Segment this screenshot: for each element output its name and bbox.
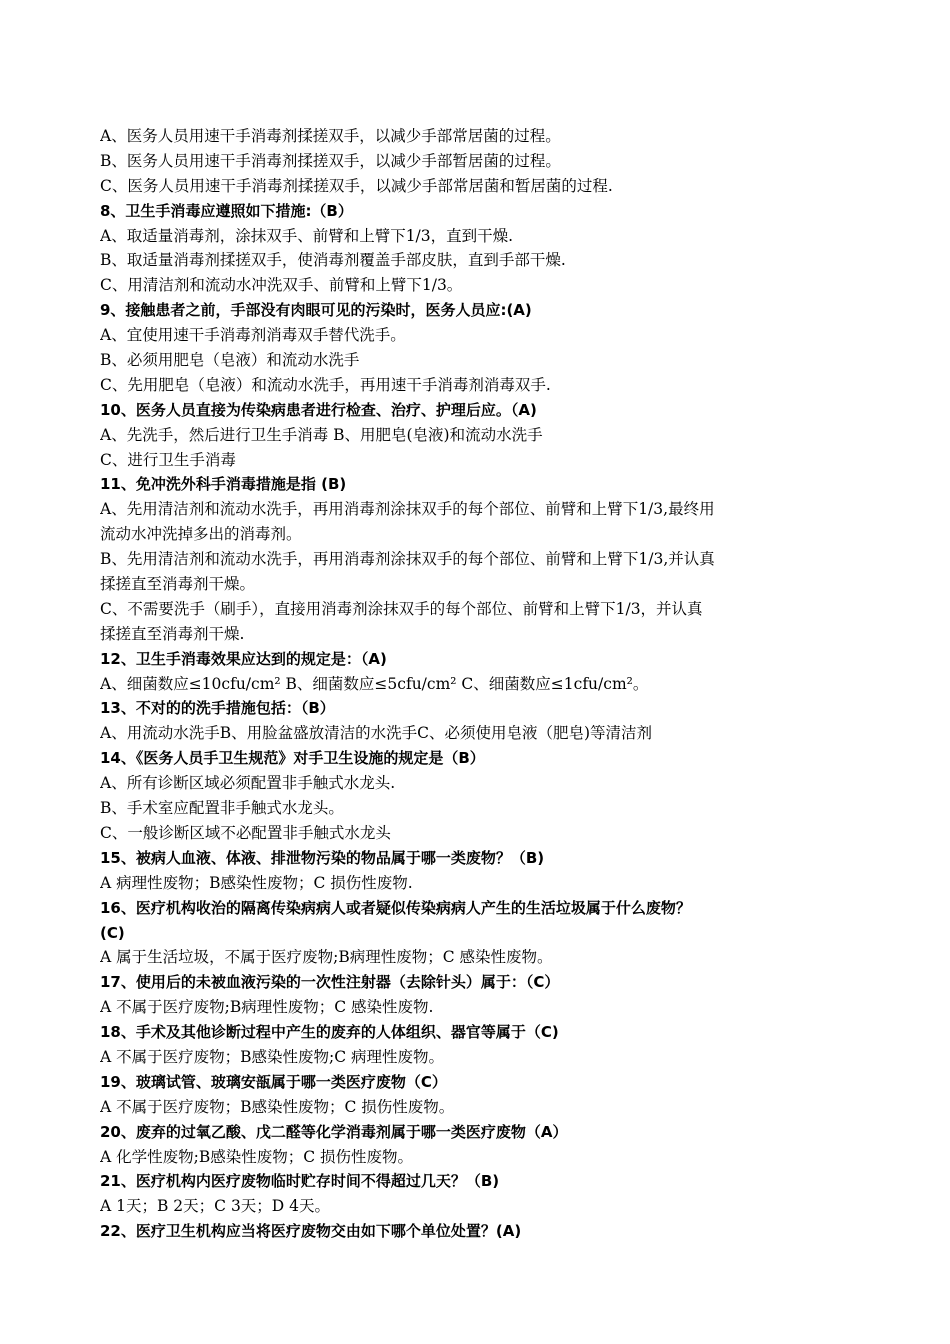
question-text: 10、医务人员直接为传染病患者进行检查、治疗、护理后应。（A) — [100, 400, 537, 419]
question-text: 16、医疗机构收治的隔离传染病病人或者疑似传染病病人产生的生活垃圾属于什么废物？ — [100, 898, 691, 917]
option-text: C、医务人员用速干手消毒剂揉搓双手，以减少手部常居菌和暂居菌的过程. — [100, 176, 613, 195]
option-text: A、取适量消毒剂，涂抹双手、前臂和上臂下1/3，直到干燥. — [100, 226, 514, 245]
question-text: 21、医疗机构内医疗废物临时贮存时间不得超过几天？（B) — [100, 1172, 500, 1191]
question-text: (C) — [100, 923, 125, 942]
option-text: A 化学性废物;B感染性废物；C 损伤性废物。 — [100, 1147, 414, 1166]
question-text: 22、医疗卫生机构应当将医疗废物交由如下哪个单位处置？(A) — [100, 1222, 522, 1241]
question-text: 13、不对的的洗手措施包括：（B） — [100, 699, 335, 718]
option-text: C、不需要洗手（刷手），直接用消毒剂涂抹双手的每个部位、前臂和上臂下1/3，并认真 — [100, 599, 703, 618]
option-text: B、医务人员用速干手消毒剂揉搓双手，以减少手部暂居菌的过程。 — [100, 151, 561, 170]
question-text: 11、免冲洗外科手消毒措施是指 (B) — [100, 475, 347, 494]
option-text: A 不属于医疗废物；B感染性废物;C 病理性废物。 — [100, 1047, 445, 1066]
option-text: A、医务人员用速干手消毒剂揉搓双手，以减少手部常居菌的过程。 — [100, 127, 561, 145]
option-text: B、必须用肥皂（皂液）和流动水洗手 — [100, 351, 360, 370]
question-text: 20、废弃的过氧乙酸、戊二醛等化学消毒剂属于哪一类医疗废物（A） — [100, 1122, 568, 1141]
question-text: 8、卫生手消毒应遵照如下措施:（B） — [100, 201, 353, 220]
option-text: A 病理性废物；B感染性废物；C 损伤性废物. — [100, 873, 413, 892]
option-text: B、取适量消毒剂揉搓双手，使消毒剂覆盖手部皮肤，直到手部干燥. — [100, 251, 566, 270]
question-text: 14、《医务人员手卫生规范》对手卫生设施的规定是（B） — [100, 749, 485, 768]
option-text: 揉搓直至消毒剂干燥. — [100, 624, 245, 643]
option-text: C、用清洁剂和流动水冲洗双手、前臂和上臂下1/3。 — [100, 276, 463, 295]
option-text: A 不属于医疗废物；B感染性废物；C 损伤性废物。 — [100, 1097, 455, 1116]
option-text: A、用流动水洗手B、用脸盆盛放清洁的水洗手C、必须使用皂液（肥皂)等清洁剂 — [100, 724, 652, 743]
question-text: 12、卫生手消毒效果应达到的规定是：（A) — [100, 649, 387, 668]
option-text: B、先用清洁剂和流动水洗手，再用消毒剂涂抹双手的每个部位、前臂和上臂下1/3,并认真 — [100, 550, 715, 569]
document-page — [100, 124, 865, 1244]
option-text: A、所有诊断区域必须配置非手触式水龙头. — [100, 774, 396, 793]
option-text: A、先用清洁剂和流动水洗手，再用消毒剂涂抹双手的每个部位、前臂和上臂下1/3,最终用 — [100, 500, 715, 519]
question-text: 9、接触患者之前，手部没有肉眼可见的污染时，医务人员应:(A) — [100, 301, 532, 320]
option-text: C、进行卫生手消毒 — [100, 450, 236, 469]
option-text: A、先洗手，然后进行卫生手消毒 B、用肥皂(皂液)和流动水洗手 — [100, 425, 543, 444]
option-text: A、宜使用速干手消毒剂消毒双手替代洗手。 — [100, 326, 406, 345]
option-text: A 属于生活垃圾，不属于医疗废物;B病理性废物；C 感染性废物。 — [100, 948, 553, 967]
option-text: C、一般诊断区域不必配置非手触式水龙头 — [100, 823, 391, 842]
option-text: A 不属于医疗废物;B病理性废物；C 感染性废物. — [100, 998, 434, 1017]
option-text: B、手术室应配置非手触式水龙头。 — [100, 799, 344, 818]
question-text: 19、玻璃试管、玻璃安瓿属于哪一类医疗废物（C） — [100, 1072, 447, 1091]
question-text: 18、手术及其他诊断过程中产生的废弃的人体组织、器官等属于（C) — [100, 1023, 559, 1042]
option-text: 流动水冲洗掉多出的消毒剂。 — [100, 525, 302, 544]
option-text: A、细菌数应≤10cfu/cm² B、细菌数应≤5cfu/cm² C、细菌数应≤1cfu/cm²。 — [100, 674, 649, 693]
option-text: A 1天；B 2天；C 3天；D 4天。 — [100, 1197, 331, 1216]
question-text: 17、使用后的未被血液污染的一次性注射器（去除针头）属于：（C） — [100, 973, 560, 992]
option-text: C、先用肥皂（皂液）和流动水洗手，再用速干手消毒剂消毒双手. — [100, 375, 551, 394]
option-text: 揉搓直至消毒剂干燥。 — [100, 575, 256, 594]
question-text: 15、被病人血液、体液、排泄物污染的物品属于哪一类废物？（B) — [100, 848, 545, 867]
